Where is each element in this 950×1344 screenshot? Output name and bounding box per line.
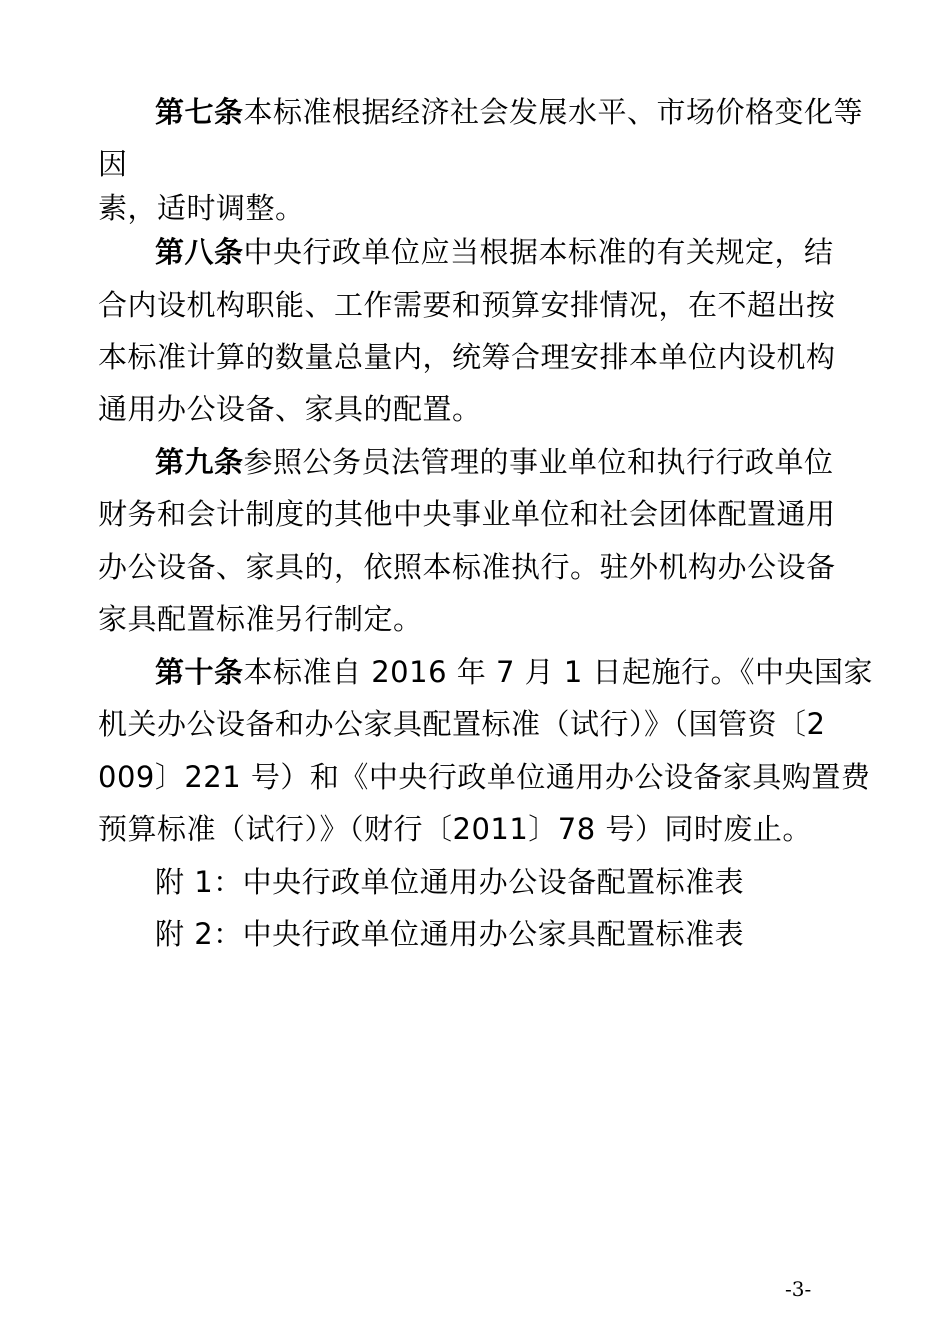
- paragraph-article-7-line-1: [155, 86, 863, 138]
- attachment-1: 附 1：中央行政单位通用办公设备配置标准表: [155, 865, 745, 899]
- paragraph-article-7-line-3: 素，适时调整。: [98, 191, 305, 225]
- paragraph-article-8-line-2: 合内设机构职能、工作需要和预算安排情况，在不超出按: [98, 288, 836, 322]
- paragraph-article-8-line-4: 通用办公设备、家具的配置。: [98, 392, 482, 426]
- attachment-2: 附 2：中央行政单位通用办公家具配置标准表: [155, 917, 745, 951]
- article-9-text: 参照公务员法管理的事业单位和执行行政单位: [243, 445, 834, 479]
- article-7-text: 本标准根据经济社会发展水平、市场价格变化等: [243, 95, 864, 129]
- paragraph-article-10-line-2: 机关办公设备和办公家具配置标准（试行）》（国管资〔2: [98, 707, 826, 741]
- paragraph-article-9-line-4: 家具配置标准另行制定。: [98, 602, 423, 636]
- article-10-text: 本标准自 2016 年 7 月 1 日起施行。《中央国家: [243, 655, 874, 689]
- paragraph-article-9-line-1: [155, 436, 834, 488]
- article-8-text: 中央行政单位应当根据本标准的有关规定，结: [243, 235, 834, 269]
- article-8-heading: 第八条: [155, 235, 244, 269]
- paragraph-article-10-line-4: 预算标准（试行）》（财行〔2011〕78 号）同时废止。: [98, 812, 812, 846]
- paragraph-article-10-line-3: 009〕221 号）和《中央行政单位通用办公设备家具购置费: [98, 760, 871, 794]
- article-10-heading: 第十条: [155, 655, 244, 689]
- article-7-heading: 第七条: [155, 95, 244, 129]
- paragraph-article-10-line-1: [155, 646, 873, 698]
- paragraph-article-8-line-3: 本标准计算的数量总量内，统筹合理安排本单位内设机构: [98, 340, 836, 374]
- article-9-heading: 第九条: [155, 445, 244, 479]
- paragraph-article-9-line-2: 财务和会计制度的其他中央事业单位和社会团体配置通用: [98, 497, 836, 531]
- paragraph-article-8-line-1: [155, 226, 834, 278]
- page-number: -3-: [785, 1277, 812, 1301]
- paragraph-article-7-line-2: 因: [98, 147, 128, 181]
- paragraph-article-9-line-3: 办公设备、家具的，依照本标准执行。驻外机构办公设备: [98, 550, 836, 584]
